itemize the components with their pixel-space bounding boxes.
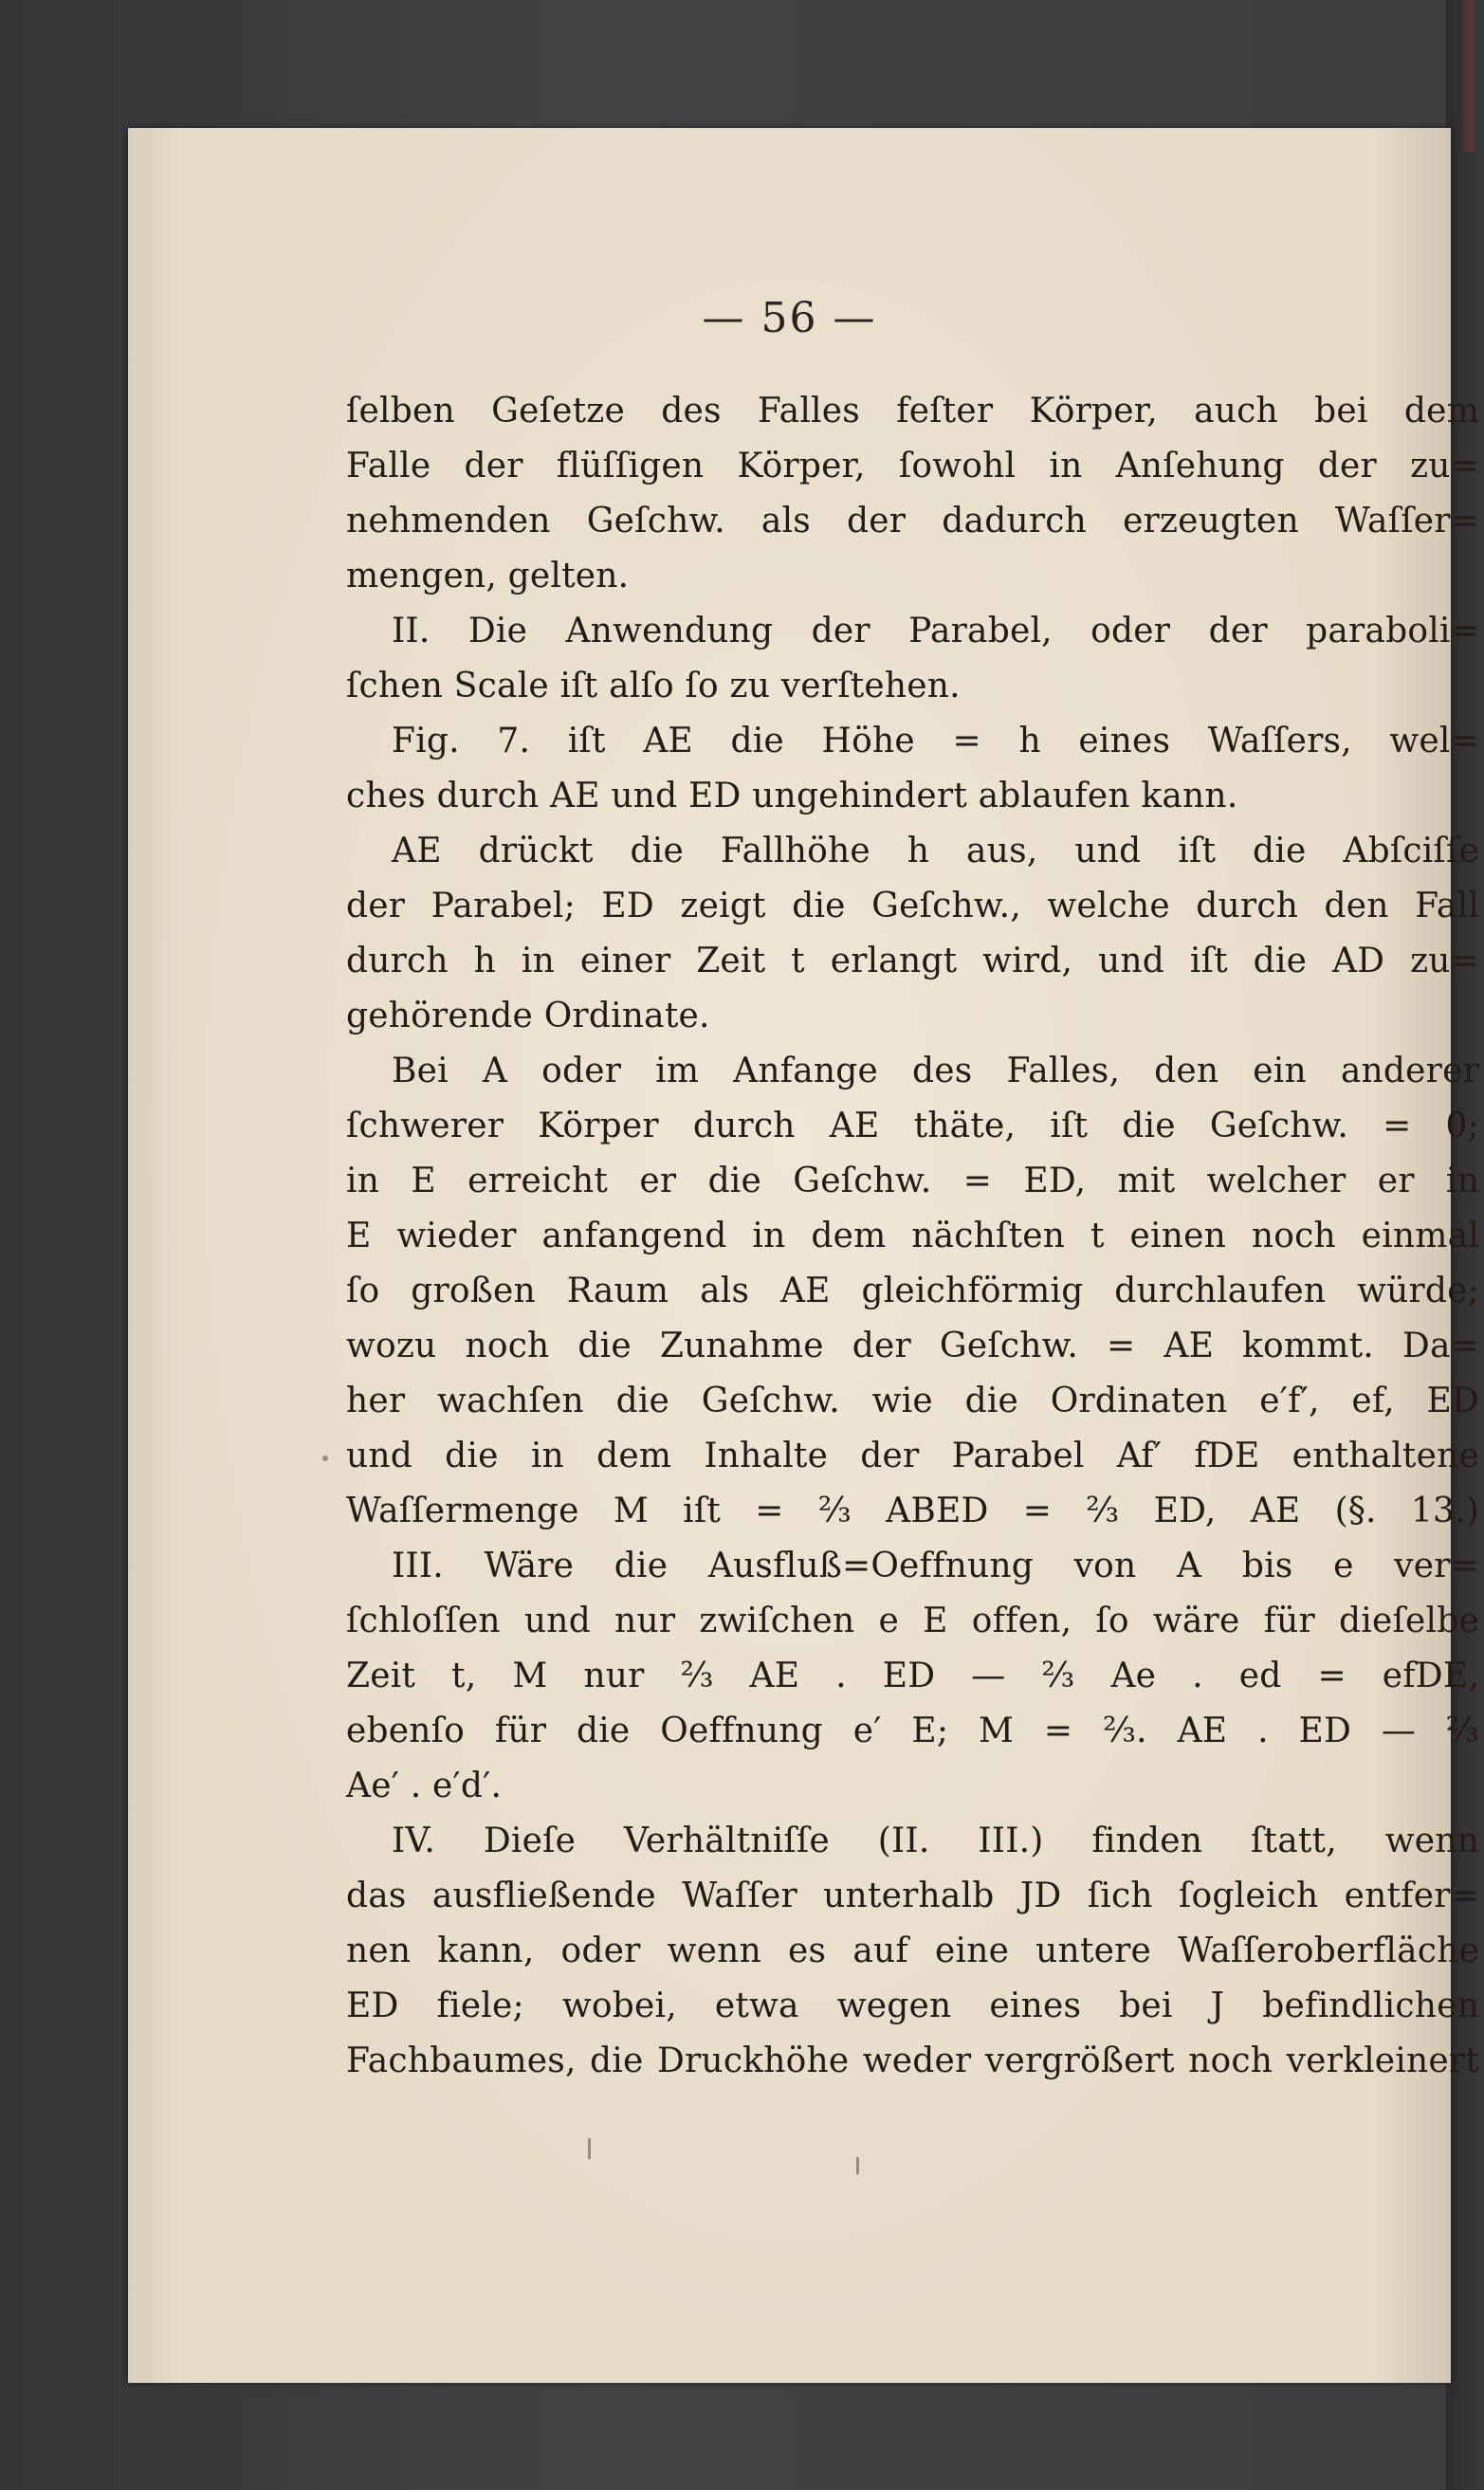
ink-speck: [588, 2138, 591, 2159]
text-line: ches durch AE und ED ungehindert ablaufen kann.: [346, 777, 1238, 815]
text-line: ſelben Geſetze des Falles feſter Körper, auch bei dem: [346, 392, 1479, 430]
text-line: gehörende Ordinate.: [346, 997, 710, 1035]
ink-speck: [322, 1456, 328, 1461]
text-line: Bei A oder im Anfange des Falles, den ein anderer: [392, 1052, 1479, 1090]
text-line: Fig. 7. iſt AE die Höhe = h eines Waſſers, wel=: [392, 722, 1479, 760]
text-line: ſchen Scale iſt alſo ſo zu verſtehen.: [346, 667, 961, 705]
text-line: II. Die Anwendung der Parabel, oder der paraboli=: [392, 612, 1479, 650]
text-line: Fachbaumes, die Druckhöhe weder vergrößert noch verkleinert: [346, 2041, 1479, 2080]
text-line: ſchwerer Körper durch AE thäte, iſt die Geſchw. = 0;: [346, 1107, 1479, 1145]
text-line: ſchloſſen und nur zwiſchen e E offen, ſo wäre für dieſelbe: [346, 1602, 1479, 1640]
ink-speck: [856, 2157, 859, 2174]
text-line: IV. Dieſe Verhältniſſe (II. III.) finden ſtatt, wenn: [392, 1822, 1479, 1860]
text-line: nen kann, oder wenn es auf eine untere Waſſeroberfläche: [346, 1932, 1479, 1970]
text-line: ſo großen Raum als AE gleichförmig durchlaufen würde;: [346, 1272, 1479, 1310]
text-line: durch h in einer Zeit t erlangt wird, und iſt die AD zu=: [346, 942, 1479, 980]
text-line: wozu noch die Zunahme der Geſchw. = AE kommt. Da=: [346, 1327, 1479, 1365]
book-spine-strip: [1463, 0, 1475, 152]
page-number: — 56 —: [702, 294, 877, 342]
text-line: AE drückt die Fallhöhe h aus, und iſt die Abſciſſe: [392, 832, 1479, 870]
text-line: her wachſen die Geſchw. wie die Ordinaten e′f′, ef, ED: [346, 1382, 1479, 1420]
text-line: Ae′ . e′d′.: [346, 1767, 503, 1805]
text-line: ebenſo für die Oeffnung e′ E; M = ⅔. AE . ED — ⅔: [346, 1712, 1479, 1750]
text-line: ED fiele; wobei, etwa wegen eines bei J befindlichen: [346, 1987, 1479, 2025]
text-line: III. Wäre die Ausfluß=Oeffnung von A bis e ver=: [392, 1547, 1479, 1585]
text-line: E wieder anfangend in dem nächſten t einen noch einmal: [346, 1217, 1479, 1255]
page-text: [346, 384, 1479, 2089]
text-line: Zeit t, M nur ⅔ AE . ED — ⅔ Ae . ed = efDE,: [346, 1657, 1479, 1695]
text-line: Waſſermenge M iſt = ⅔ ABED = ⅔ ED, AE (§. 13.): [346, 1492, 1479, 1530]
text-line: und die in dem Inhalte der Parabel Af′ fDE enthaltene: [346, 1437, 1479, 1475]
text-line: mengen, gelten.: [346, 557, 630, 595]
text-line: das ausfließende Waſſer unterhalb JD ſich ſogleich entfer=: [346, 1877, 1479, 1915]
book-page: [128, 128, 1479, 2383]
text-line: nehmenden Geſchw. als der dadurch erzeugten Waſſer=: [346, 502, 1479, 540]
text-line: der Parabel; ED zeigt die Geſchw., welche durch den Fall: [346, 887, 1479, 925]
text-line: in E erreicht er die Geſchw. = ED, mit welcher er in: [346, 1162, 1479, 1200]
text-line: Falle der flüſſigen Körper, ſowohl in Anſehung der zu=: [346, 447, 1479, 485]
